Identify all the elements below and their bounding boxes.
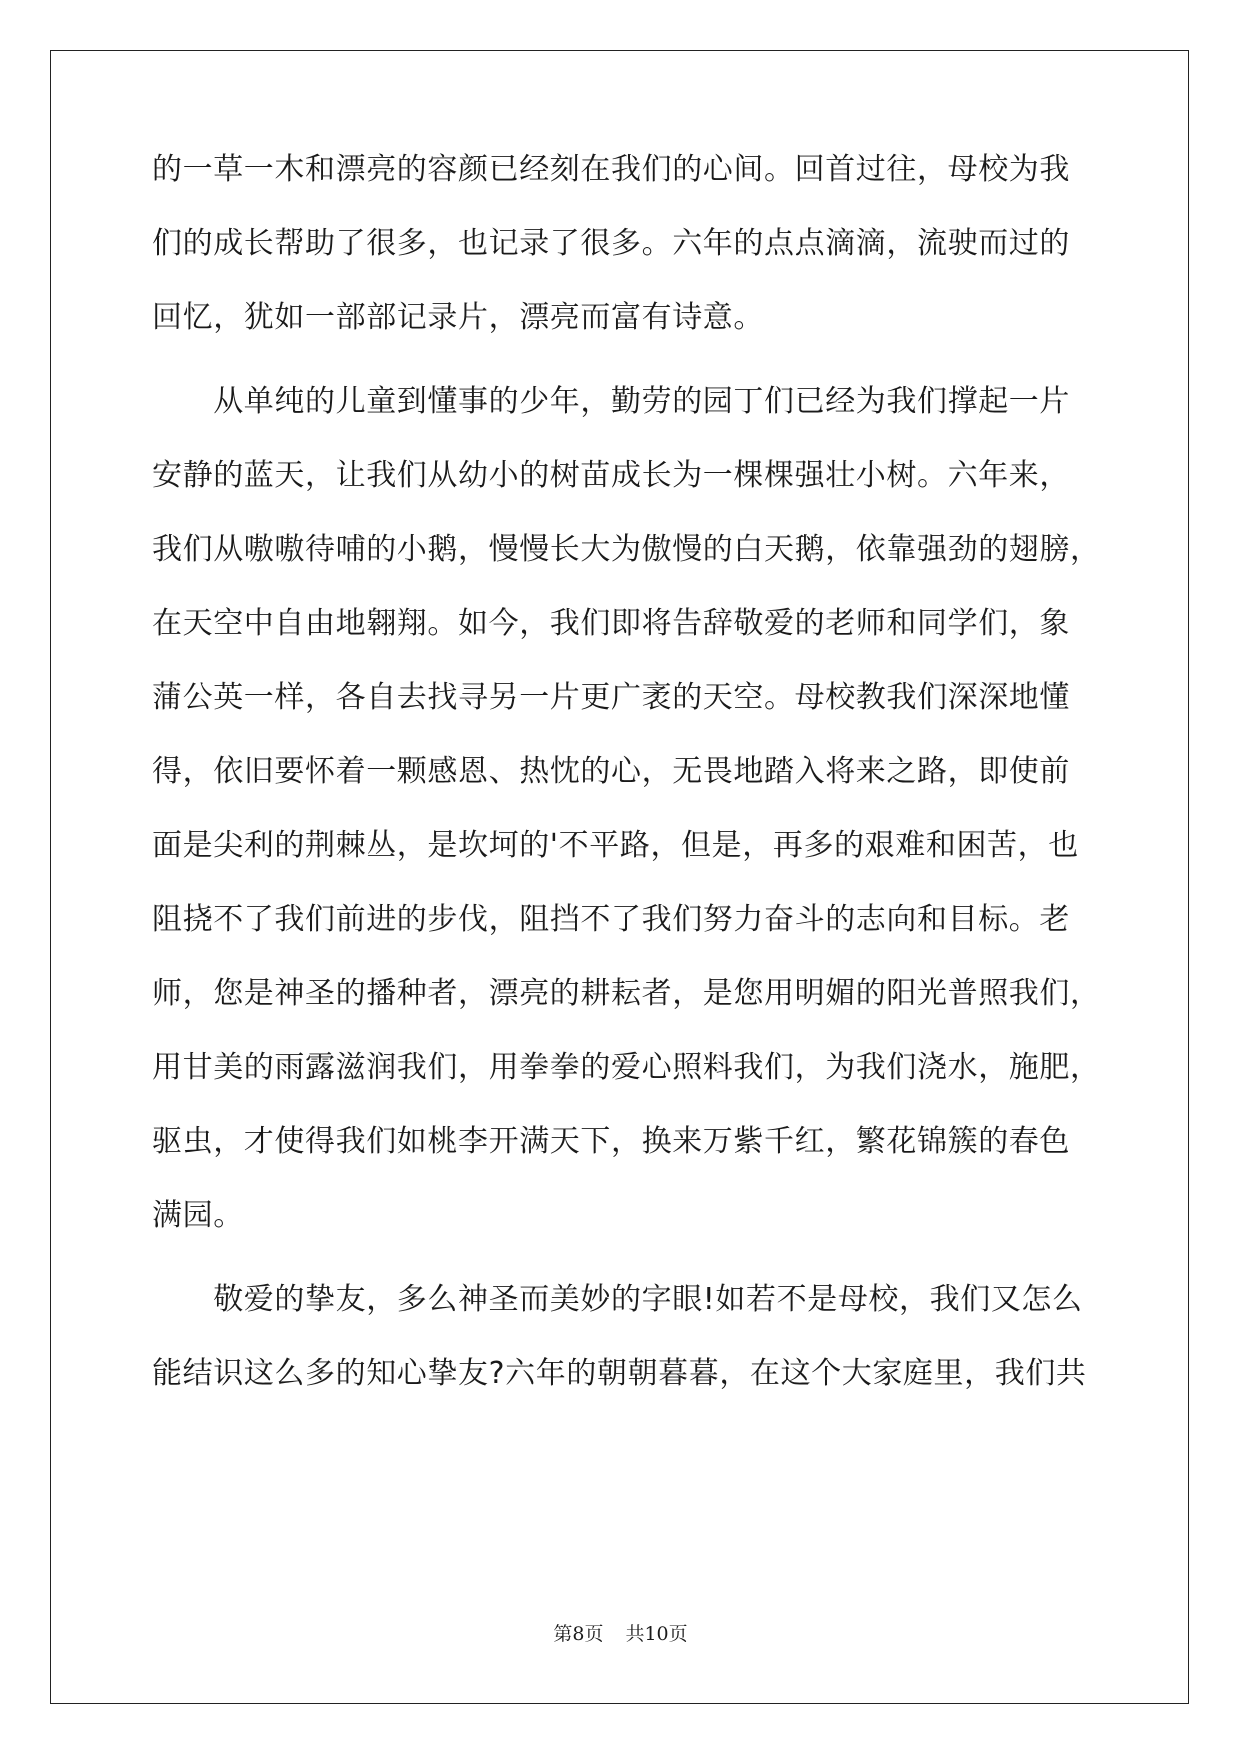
paragraph-start-line: 敬爱的挚友，多么神圣而美妙的字眼!如若不是母校，我们又怎么	[152, 1282, 1083, 1317]
text-line: 得，依旧要怀着一颗感恩、热忱的心，无畏地踏入将来之路，即使前	[152, 754, 1070, 789]
text-line: 的一草一木和漂亮的容颜已经刻在我们的心间。回首过往，母校为我	[152, 152, 1070, 187]
text-line: 回忆，犹如一部部记录片，漂亮而富有诗意。	[152, 300, 764, 335]
page-number: 第8页	[553, 1623, 604, 1645]
text-line: 面是尖利的荆棘丛，是坎坷的'不平路，但是，再多的艰难和困苦，也	[152, 828, 1079, 863]
text-line: 用甘美的雨露滋润我们，用拳拳的爱心照料我们，为我们浇水，施肥，	[152, 1050, 1101, 1085]
text-line: 阻挠不了我们前进的步伐，阻挡不了我们努力奋斗的志向和目标。老	[152, 902, 1070, 937]
text-line: 师，您是神圣的播种者，漂亮的耕耘者，是您用明媚的阳光普照我们，	[152, 976, 1101, 1011]
text-line: 我们从嗷嗷待哺的小鹅，慢慢长大为傲慢的白天鹅，依靠强劲的翅膀，	[152, 532, 1101, 567]
text-line: 能结识这么多的知心挚友?六年的朝朝暮暮，在这个大家庭里，我们共	[152, 1356, 1087, 1391]
page-footer	[0, 1622, 1241, 1646]
text-line: 蒲公英一样，各自去找寻另一片更广袤的天空。母校教我们深深地懂	[152, 680, 1070, 715]
text-line: 满园。	[152, 1198, 244, 1233]
text-line: 们的成长帮助了很多，也记录了很多。六年的点点滴滴，流驶而过的	[152, 226, 1070, 261]
paragraph-start-line: 从单纯的儿童到懂事的少年，勤劳的园丁们已经为我们撑起一片	[152, 384, 1070, 419]
text-line: 驱虫，才使得我们如桃李开满天下，换来万紫千红，繁花锦簇的春色	[152, 1124, 1070, 1159]
page-total: 共10页	[625, 1623, 688, 1645]
text-line: 安静的蓝天，让我们从幼小的树苗成长为一棵棵强壮小树。六年来，	[152, 458, 1070, 493]
text-line: 在天空中自由地翱翔。如今，我们即将告辞敬爱的老师和同学们，象	[152, 606, 1070, 641]
